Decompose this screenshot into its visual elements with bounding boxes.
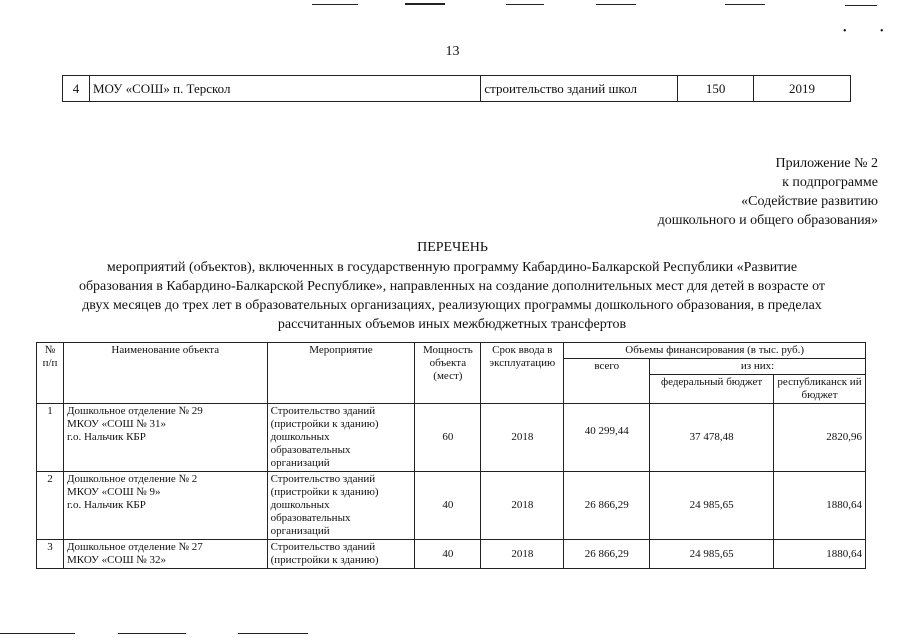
- activity: [267, 472, 415, 540]
- activity-line: Строительство зданий: [270, 541, 376, 553]
- scan-rule: [238, 633, 308, 634]
- appendix-line: Приложение № 2: [775, 156, 878, 171]
- row-number: 3: [37, 540, 64, 569]
- scan-rule: [405, 3, 445, 5]
- object-name-line: г.о. Нальчик КБР: [66, 431, 146, 443]
- scan-rule: [0, 633, 75, 634]
- header-of-which: из них:: [650, 359, 866, 375]
- activity-line: Строительство зданий: [270, 405, 376, 417]
- republic: 1880,64: [774, 472, 866, 540]
- object-name-line: МКОУ «СОШ № 32»: [66, 554, 167, 566]
- appendix-line: дошкольного и общего образования»: [657, 213, 878, 228]
- federal: 37 478,48: [650, 404, 774, 472]
- header-republic: республиканск ий бюджет: [774, 375, 866, 404]
- description-line: мероприятий (объектов), включенных в государственную программу Кабардино-Балкарской Республики «Развитие: [106, 260, 798, 275]
- activity: строительство зданий школ: [481, 76, 678, 102]
- republic: 2820,96: [774, 404, 866, 472]
- header-name: Наименование объекта: [63, 343, 267, 404]
- appendix-heading: [658, 154, 878, 230]
- page-number: 13: [445, 44, 460, 59]
- objects-table: [36, 342, 866, 569]
- scan-rule: [845, 5, 877, 6]
- object-name-line: Дошкольное отделение № 29: [66, 405, 203, 417]
- object-name: [63, 540, 267, 569]
- description-line: рассчитанных объемов иных межбюджетных трансфертов: [277, 317, 627, 332]
- activity-line: образовательных: [270, 512, 351, 524]
- object-name: МОУ «СОШ» п. Терскол: [89, 76, 480, 102]
- description-line: двух месяцев до трех лет в образовательных организациях, реализующих программы дошкольного образования, в пределах: [82, 298, 822, 313]
- row-number: 2: [37, 472, 64, 540]
- header-term: Срок ввода в эксплуатацию: [481, 343, 564, 404]
- object-name-line: Дошкольное отделение № 27: [66, 541, 203, 553]
- activity-line: образовательных: [270, 444, 351, 456]
- republic: 1880,64: [774, 540, 866, 569]
- object-name-line: г.о. Нальчик КБР: [66, 499, 146, 511]
- year: 2019: [754, 76, 851, 102]
- scan-rule: [506, 4, 544, 5]
- activity: [267, 540, 415, 569]
- table-row: [63, 76, 851, 102]
- scan-dot: •: [843, 26, 847, 37]
- header-activity: Мероприятие: [267, 343, 415, 404]
- capacity: 60: [415, 404, 481, 472]
- activity-line: Строительство зданий: [270, 473, 376, 485]
- activity-line: (пристройки к зданию): [270, 486, 379, 498]
- object-name-line: МКОУ «СОШ № 31»: [66, 418, 167, 430]
- year: 2018: [481, 540, 564, 569]
- federal: 24 985,65: [650, 472, 774, 540]
- object-name: [63, 472, 267, 540]
- activity-line: дошкольных: [270, 431, 330, 443]
- appendix-line: «Содействие развитию: [741, 194, 878, 209]
- total: 26 866,29: [564, 472, 650, 540]
- header-federal: федеральный бюджет: [650, 375, 774, 404]
- scan-rule: [312, 4, 358, 5]
- object-name: [63, 404, 267, 472]
- table-row: [37, 472, 866, 540]
- activity-line: (пристройки к зданию): [270, 418, 379, 430]
- header-total: всего: [564, 359, 650, 404]
- object-name-line: Дошкольное отделение № 2: [66, 473, 198, 485]
- table-header-row: [37, 343, 866, 359]
- description-line: образования в Кабардино-Балкарской Республике», направленных на создание дополнительных мест для детей в возрасте от: [78, 279, 826, 294]
- federal: 24 985,65: [650, 540, 774, 569]
- document-title: ПЕРЕЧЕНЬ: [417, 240, 488, 255]
- table-row: [37, 404, 866, 472]
- capacity: 150: [678, 76, 754, 102]
- capacity: 40: [415, 540, 481, 569]
- object-name-line: МКОУ «СОШ № 9»: [66, 486, 161, 498]
- continuation-table: [62, 75, 851, 102]
- total: 26 866,29: [564, 540, 650, 569]
- header-capacity: Мощность объекта (мест): [415, 343, 481, 404]
- appendix-line: к подпрограмме: [782, 175, 878, 190]
- total: 40 299,44: [564, 404, 650, 472]
- capacity: 40: [415, 472, 481, 540]
- header-num: № п/п: [37, 343, 64, 404]
- year: 2018: [481, 404, 564, 472]
- title-description: [38, 258, 866, 334]
- activity-line: организаций: [270, 457, 330, 469]
- activity-line: (пристройки к зданию): [270, 554, 379, 566]
- year: 2018: [481, 472, 564, 540]
- scan-rule: [118, 633, 186, 634]
- scan-rule: [596, 4, 636, 5]
- table-row: [37, 540, 866, 569]
- scan-rule: [725, 4, 765, 5]
- row-number: 4: [63, 76, 90, 102]
- activity-line: дошкольных: [270, 499, 330, 511]
- activity-line: организаций: [270, 525, 330, 537]
- scan-dot: •: [880, 26, 884, 37]
- row-number: 1: [37, 404, 64, 472]
- header-funding: Объемы финансирования (в тыс. руб.): [564, 343, 866, 359]
- activity: [267, 404, 415, 472]
